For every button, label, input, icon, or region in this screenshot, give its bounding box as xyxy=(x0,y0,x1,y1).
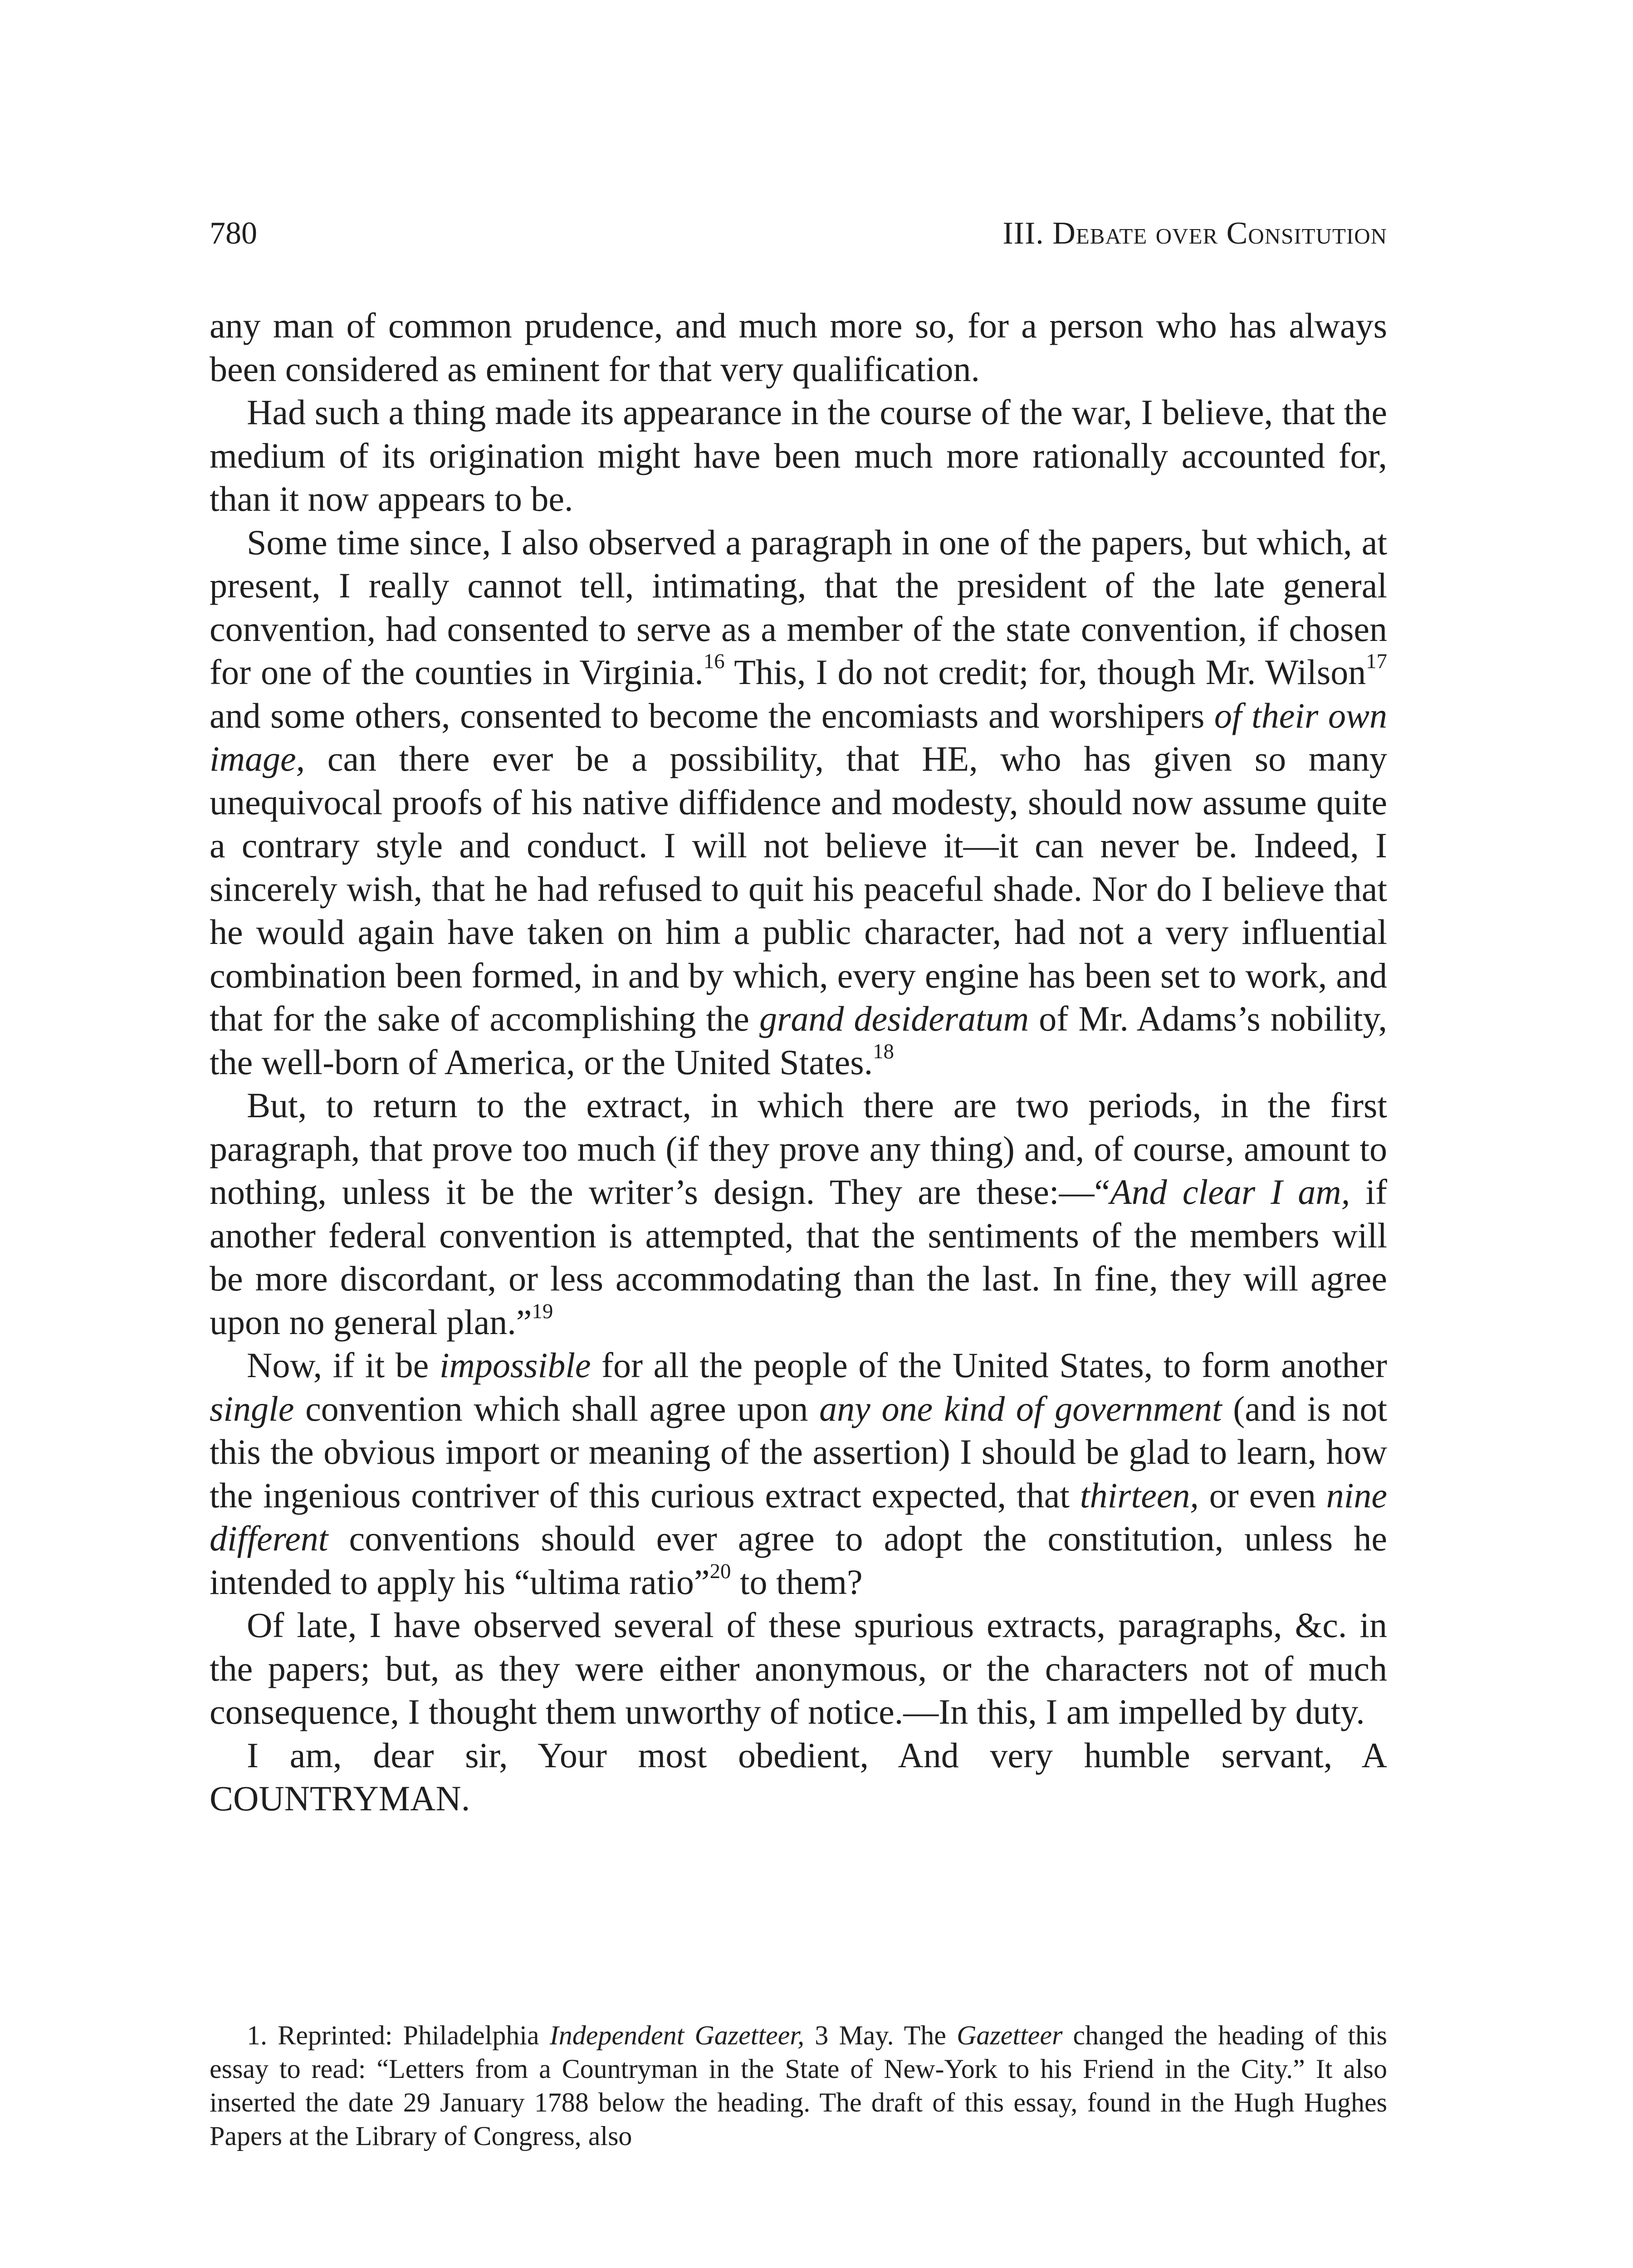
page-number: 780 xyxy=(210,216,257,251)
book-page xyxy=(210,0,1387,2268)
section-title: III. Debate over Consitution xyxy=(1002,216,1387,251)
footnote-1: 1. Reprinted: Philadelphia Independent Gazetteer, 3 May. The Gazetteer changed the heading of this essay to read: “Letters from a Countryman in the State of New-York to his Friend in the City.” It also inserted the date 29 January 1788 below the heading. The draft of this essay, found in the Hugh Hughes Papers at the Library of Congress, also xyxy=(210,2020,1388,2151)
footnotes xyxy=(210,2019,1387,2153)
paragraph-war: Had such a thing made its appearance in the course of the war, I believe, that the medium of its origination might have been much more rationally accounted for, than it now appears to be. xyxy=(210,392,1387,518)
paragraph-president: Some time since, I also observed a paragraph in one of the papers, but which, at present, I really cannot tell, intimating, that the president of the late general convention, had consented to serve as a member of the state convention, if chosen for one of the counties in Virginia.$^{16}$ This, I do not credit; for, though Mr. Wilson$^{17}$ and some others, consented to become the encomiasts and worshipers of their own image, can there ever be a possibility, that HE, who has given so many unequivocal proofs of his native diffidence and modesty, should now assume quite a contrary style and conduct. I will not believe it—it can never be. Indeed, I sincerely wish, that he had refused to quit his peaceful shade. Nor do I believe that he would again have taken on him a public character, had not a very influential combination been formed, in and by which, every engine has been set to work, and that for the sake of accomplishing the grand desideratum of Mr. Adams’s nobility, the well-born of America, or the United States.$^{18}$ xyxy=(210,522,1387,1082)
running-head xyxy=(210,213,1387,254)
paragraph-spurious: Of late, I have observed several of these spurious extracts, paragraphs, &c. in the papers; but, as they were either anonymous, or the characters not of much consequence, I thought them unworthy of notice.—In this, I am impelled by duty. xyxy=(210,1605,1387,1731)
footnote-ref-17[interactable]: 17 xyxy=(1366,649,1387,673)
footnote-ref-16[interactable]: 16 xyxy=(703,649,725,673)
footnote-ref-19[interactable]: 19 xyxy=(532,1299,553,1323)
footnote-ref-20[interactable]: 20 xyxy=(709,1559,731,1583)
paragraph-continuation: any man of common prudence, and much more so, for a person who has always been considered as eminent for that very qualification. xyxy=(210,306,1387,389)
paragraph-impossible: Now, if it be impossible for all the people of the United States, to form another single convention which shall agree upon any one kind of government (and is not this the obvious import or meaning of the assertion) I should be glad to learn, how the ingenious contriver of this curious extract expected, that thirteen, or even nine different conventions should ever agree to adopt the constitution, unless he intended to apply his “ultima ratio”$^{20}$ to them? xyxy=(210,1345,1388,1602)
footnote-ref-18[interactable]: 18 xyxy=(873,1039,894,1063)
body-text xyxy=(210,304,1387,1820)
paragraph-extract: But, to return to the extract, in which there are two periods, in the first paragraph, that prove too much (if they prove any thing) and, of course, amount to nothing, unless it be the writer’s design. They are these:—“And clear I am, if another federal convention is attempted, that the sentiments of the members will be more discordant, or less accommodating than the last. In fine, they will agree upon no general plan.”$^{19}$ xyxy=(210,1085,1388,1342)
paragraph-signoff: I am, dear sir, Your most obedient, And very humble servant, A COUNTRYMAN. xyxy=(210,1735,1387,1818)
